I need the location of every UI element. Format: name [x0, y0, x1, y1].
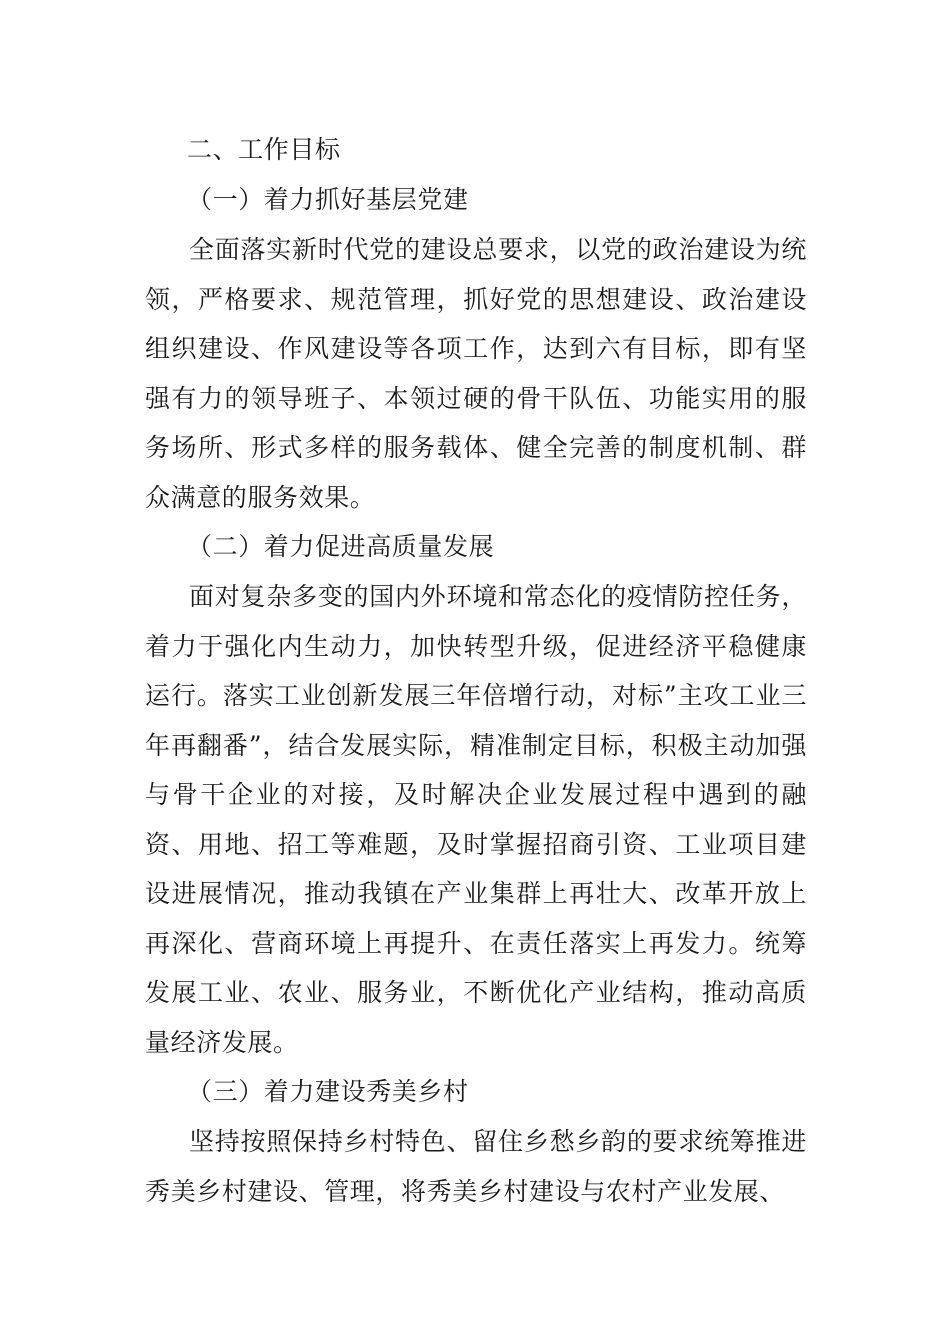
- paragraph-1: 全面落实新时代党的建设总要求，以党的政治建设为统领，严格要求、规范管理，抓好党的思想建设、政治建设组织建设、作风建设等各项工作，达到六有目标，即有坚强有力的领导班子、本领过硬的骨干队伍、功能实用的服务场所、形式多样的服务载体、健全完善的制度机制、群众满意的服务效果。: [145, 235, 807, 512]
- paragraph-3: 坚持按照保持乡村特色、留住乡愁乡韵的要求统筹推进秀美乡村建设、管理，将秀美乡村建设与农村产业发展、: [145, 1127, 807, 1206]
- section-title: 二、工作目标: [187, 135, 341, 164]
- subsection-heading-2: （二）着力促进高质量发展: [187, 532, 495, 561]
- subsection-heading-3: （三）着力建设秀美乡村: [187, 1077, 469, 1106]
- paragraph-2: 面对复杂多变的国内外环境和常态化的疫情防控任务，着力于强化内生动力，加快转型升级，促进经济平稳健康运行。落实工业创新发展三年倍增行动，对标”主攻工业三年再翻番”，结合发展实际，精准制定目标，积极主动加强与骨干企业的对接，及时解决企业发展过程中遇到的融资、用地、招工等难题，及时掌握招商引资、工业项目建设进展情况，推动我镇在产业集群上再壮大、改革开放上再深化、营商环境上再提升、在责任落实上再发力。统筹发展工业、农业、服务业，不断优化产业结构，推动高质量经济发展。: [145, 582, 807, 1057]
- subsection-heading-1: （一）着力抓好基层党建: [187, 185, 469, 214]
